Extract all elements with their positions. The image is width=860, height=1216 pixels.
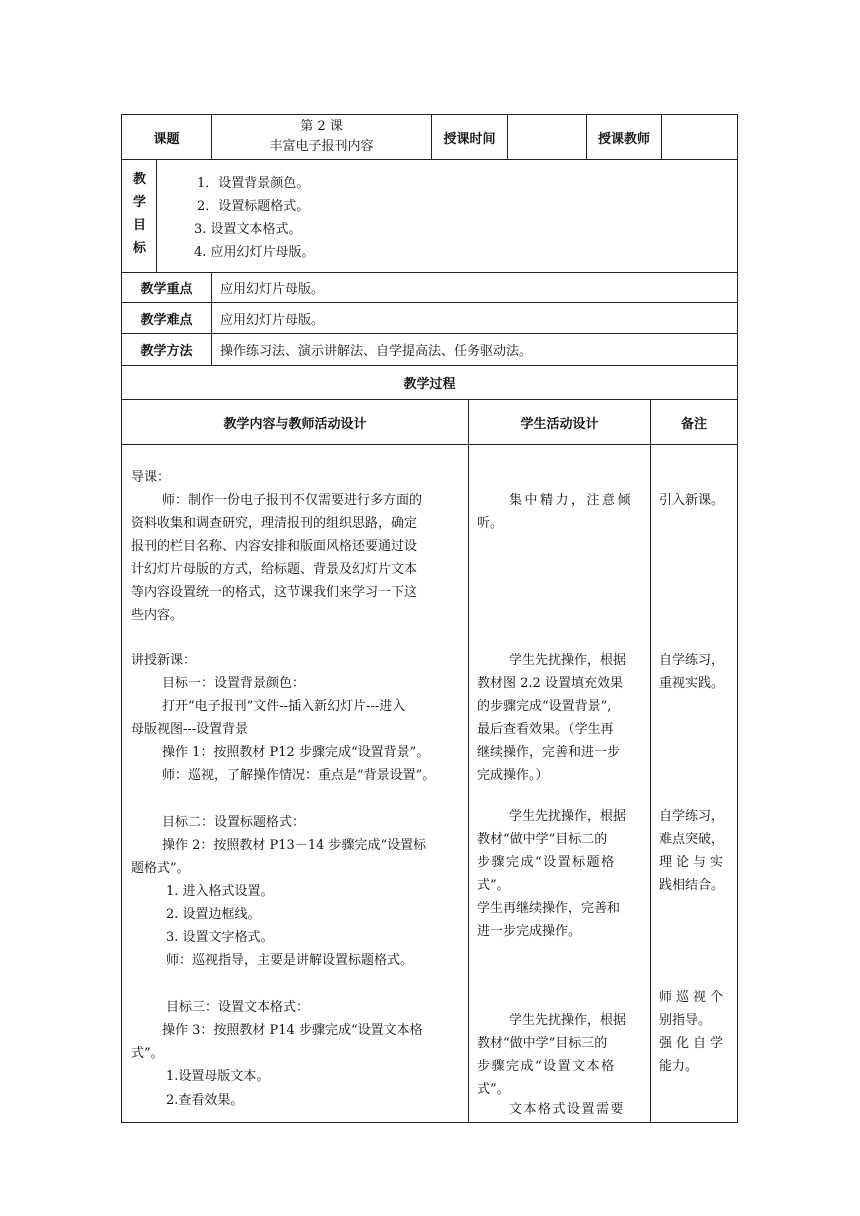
content-line: 式”。 bbox=[131, 1046, 164, 1061]
method-value: 操作练习法、演示讲解法、自学提高法、任务驱动法。 bbox=[220, 344, 533, 359]
student-line: 教材“做中学”目标二的 bbox=[477, 832, 608, 847]
student-line: 式”。 bbox=[477, 1082, 510, 1097]
topic-label: 课题 bbox=[153, 131, 180, 147]
objective-item: 4. 应用幻灯片母版。 bbox=[194, 245, 315, 260]
lesson-title-cell bbox=[212, 115, 431, 159]
content-line: 3. 设置文字格式。 bbox=[166, 930, 274, 945]
content-line: 计幻灯片母版的方式，给标题、背景及幻灯片文本 bbox=[131, 562, 418, 577]
content-line: 操作 3：按照教材 P14 步骤完成“设置文本格 bbox=[162, 1023, 423, 1038]
content-line: 师：制作一份电子报刊不仅需要进行多方面的 bbox=[162, 493, 423, 508]
content-line: 目标二：设置标题格式： bbox=[162, 815, 306, 830]
student-line: 学生先扰操作，根据 bbox=[509, 1013, 627, 1028]
content-line: 等内容设置统一的格式，这节课我们来学习一下这 bbox=[131, 585, 418, 600]
student-line: 最后查看效果。（学生再 bbox=[477, 722, 614, 737]
notes-line: 引入新课。 bbox=[659, 493, 725, 508]
difficulty-value: 应用幻灯片母版。 bbox=[220, 312, 325, 328]
content-line: 目标一：设置背景颜色： bbox=[162, 676, 306, 691]
content-line: 题格式”。 bbox=[131, 861, 190, 876]
process-title: 教学过程 bbox=[403, 377, 456, 392]
col-divider bbox=[650, 399, 651, 1123]
col-divider bbox=[468, 399, 469, 1123]
content-line: 师：巡视指导，主要是讲解设置标题格式。 bbox=[166, 953, 414, 968]
objective-item: 3. 设置文本格式。 bbox=[194, 222, 302, 237]
row-divider bbox=[121, 444, 738, 445]
notes-line: 自学练习， bbox=[659, 653, 725, 668]
col-header-notes: 备注 bbox=[680, 416, 707, 432]
student-line: 文本格式设置需要 bbox=[509, 1102, 626, 1117]
objective-item: 1．设置背景颜色。 bbox=[197, 176, 310, 191]
lesson-title: 丰富电子报刊内容 bbox=[269, 139, 374, 154]
content-line: 操作 2：按照教材 P13－14 步骤完成“设置标 bbox=[162, 838, 427, 853]
content-line: 目标三：设置文本格式： bbox=[166, 1000, 310, 1015]
objectives-list bbox=[157, 160, 737, 272]
teacher-value bbox=[662, 115, 737, 159]
notes-line: 践相结合。 bbox=[659, 878, 725, 893]
notes-line: 别指导。 bbox=[659, 1013, 712, 1028]
col-header-content: 教学内容与教师活动设计 bbox=[223, 416, 367, 432]
col-divider bbox=[211, 272, 212, 366]
method-label: 教学方法 bbox=[140, 344, 193, 359]
content-line: 1. 进入格式设置。 bbox=[166, 884, 274, 899]
student-line: 教材“做中学”目标三的 bbox=[477, 1036, 608, 1051]
content-line: 1.设置母版文本。 bbox=[166, 1069, 270, 1084]
content-line: 报刊的栏目名称、内容安排和版面风格还要通过设 bbox=[131, 539, 418, 554]
content-line: 打开“电子报刊”文件--插入新幻灯片---进入 bbox=[162, 699, 406, 714]
time-value bbox=[508, 115, 586, 159]
student-line: 步骤完成“设置标题格 bbox=[477, 855, 616, 870]
content-line: 操作 1：按照教材 P12 步骤完成“设置背景”。 bbox=[162, 745, 430, 760]
content-line: 些内容。 bbox=[131, 608, 184, 623]
student-line: 进一步完成操作。 bbox=[477, 924, 582, 939]
student-line: 完成操作。） bbox=[477, 768, 549, 783]
notes-line: 难点突破， bbox=[659, 832, 725, 847]
time-label: 授课时间 bbox=[443, 131, 496, 147]
student-line: 听。 bbox=[477, 516, 504, 531]
student-line: 的步骤完成“设置背景”, bbox=[477, 699, 612, 714]
notes-line: 理论与实 bbox=[659, 855, 728, 870]
student-line: 学生先扰操作，根据 bbox=[509, 653, 627, 668]
notes-line: 师巡视个 bbox=[659, 990, 728, 1005]
table-border-right bbox=[737, 114, 738, 1123]
content-line: 导课： bbox=[131, 470, 171, 485]
student-line: 学生先扰操作，根据 bbox=[509, 809, 627, 824]
notes-line: 能力。 bbox=[659, 1059, 699, 1074]
content-line: 2.查看效果。 bbox=[166, 1093, 244, 1108]
col-header-student: 学生活动设计 bbox=[520, 416, 599, 432]
student-line: 教材图 2.2 设置填充效果 bbox=[477, 676, 623, 691]
teacher-label: 授课教师 bbox=[597, 131, 650, 147]
objective-item: 2．设置标题格式。 bbox=[197, 199, 310, 214]
objectives-label: 教 学 目 标 bbox=[133, 172, 147, 256]
content-line: 师：巡视，了解操作情况：重点是“背景设置”。 bbox=[162, 768, 436, 783]
table-border-bottom bbox=[121, 1122, 738, 1123]
content-line: 2. 设置边框线。 bbox=[166, 907, 261, 922]
key-point-label: 教学重点 bbox=[140, 282, 193, 297]
notes-line: 强化自学 bbox=[659, 1036, 728, 1051]
key-point-value: 应用幻灯片母版。 bbox=[220, 282, 325, 297]
student-line: 继续操作，完善和进一步 bbox=[477, 745, 621, 760]
lesson-number: 第 2 课 bbox=[300, 119, 343, 134]
notes-line: 重视实践。 bbox=[659, 676, 725, 691]
student-line: 学生再继续操作，完善和 bbox=[477, 901, 621, 916]
content-line: 母版视图---设置背景 bbox=[131, 722, 249, 737]
notes-line: 自学练习， bbox=[659, 809, 725, 824]
content-line: 讲授新课： bbox=[131, 653, 197, 668]
content-line: 资料收集和调查研究，理清报刊的组织思路，确定 bbox=[131, 516, 418, 531]
student-line: 式”。 bbox=[477, 878, 510, 893]
difficulty-label: 教学难点 bbox=[140, 312, 193, 328]
student-line: 步骤完成“设置文本格 bbox=[477, 1059, 616, 1074]
student-line: 集中精力，注意倾 bbox=[509, 493, 634, 508]
